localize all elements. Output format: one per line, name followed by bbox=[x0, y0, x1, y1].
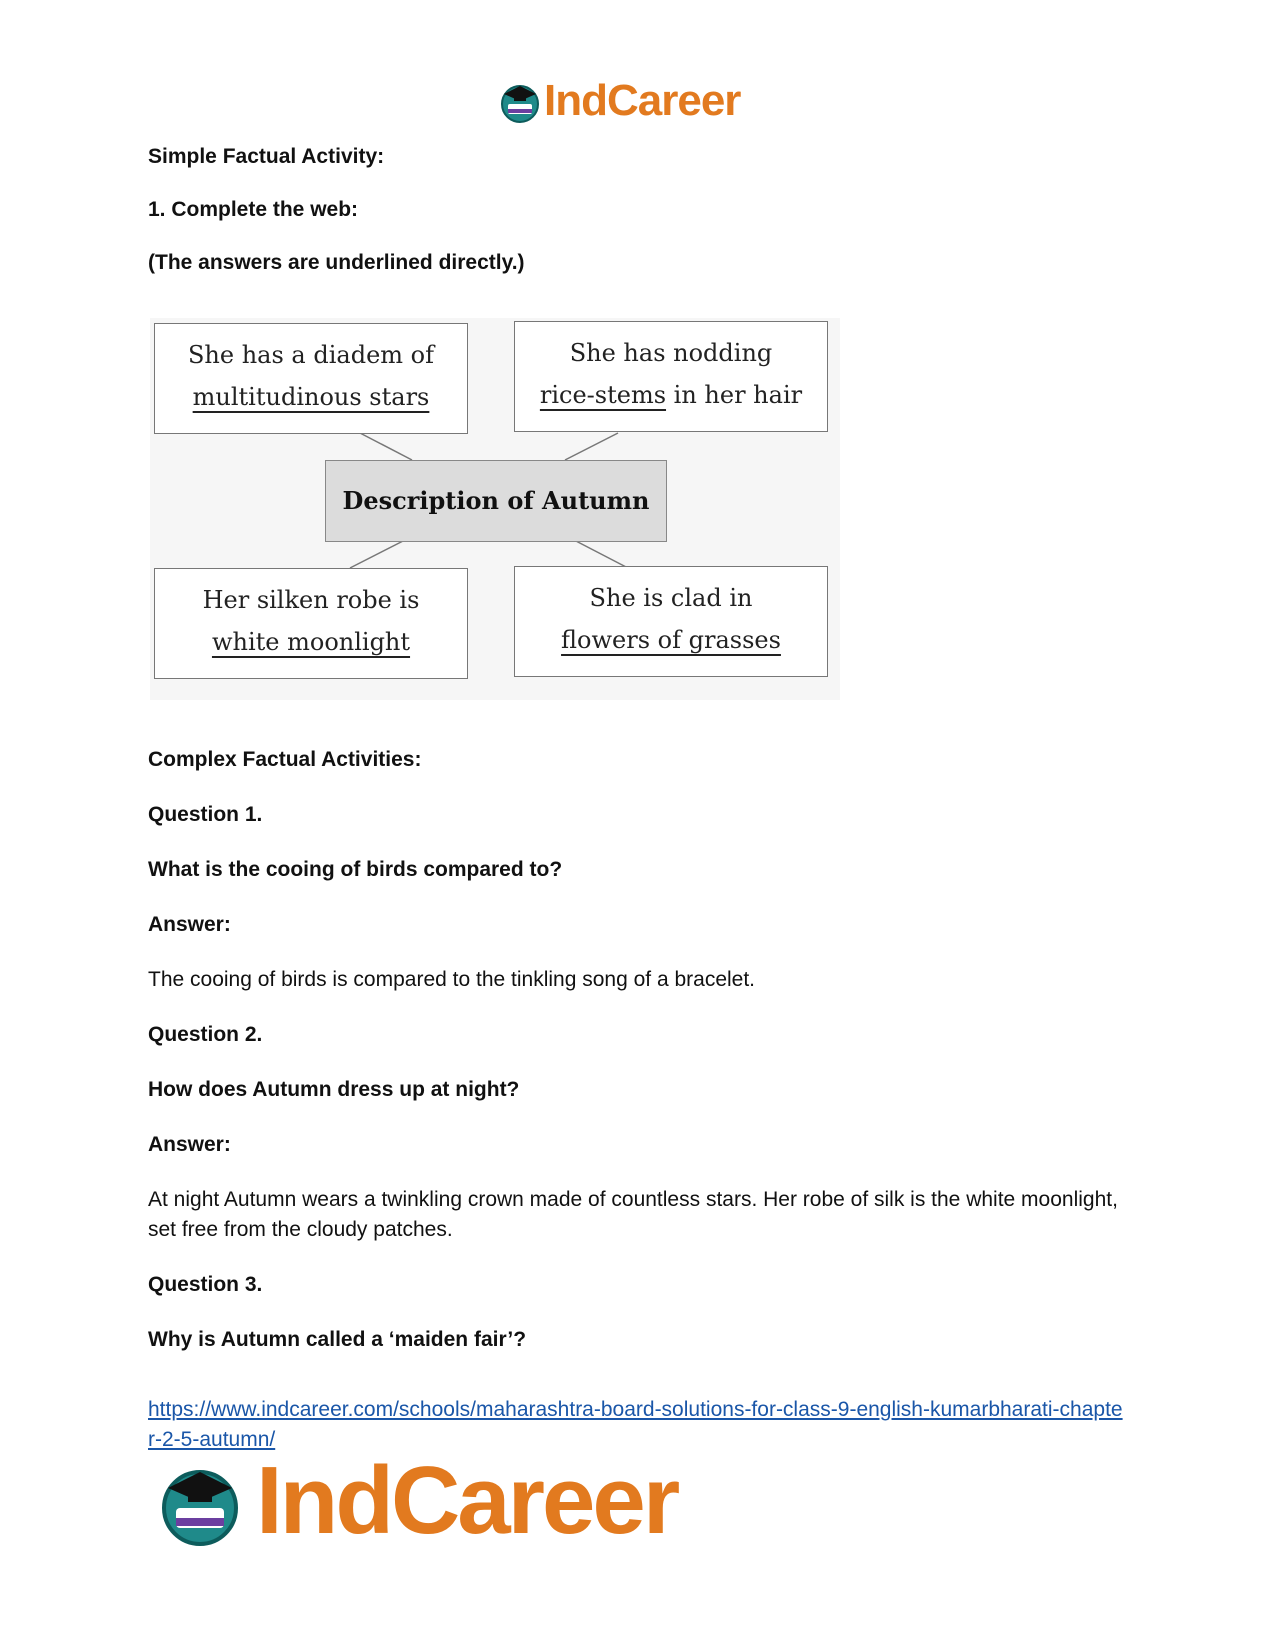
header-logo-text: IndCareer bbox=[544, 76, 741, 125]
web-node-text: She is clad in bbox=[589, 584, 753, 612]
web-node-clad bbox=[514, 566, 828, 677]
answer-label: Answer: bbox=[148, 1133, 231, 1156]
web-node-answer: rice-stems bbox=[539, 381, 667, 409]
question-label: Question 3. bbox=[148, 1273, 263, 1296]
question-label: Question 2. bbox=[148, 1023, 263, 1046]
question-text: Why is Autumn called a ‘maiden fair’? bbox=[148, 1328, 527, 1351]
web-node-text: in her hair bbox=[666, 381, 803, 409]
web-node-answer: white moonlight bbox=[211, 628, 411, 656]
answer-note: (The answers are underlined directly.) bbox=[148, 251, 525, 274]
header-logo bbox=[500, 76, 780, 128]
web-node-rice-stems bbox=[514, 321, 828, 432]
question-text: What is the cooing of birds compared to? bbox=[148, 858, 563, 881]
source-link[interactable]: https://www.indcareer.com/schools/maharashtra-board-solutions-for-class-9-english-kumarbharati-chapter-2-5-autumn/ bbox=[148, 1398, 1123, 1451]
question-text: How does Autumn dress up at night? bbox=[148, 1078, 520, 1101]
graduation-cap-globe-icon bbox=[500, 80, 544, 124]
graduation-cap-globe-icon bbox=[160, 1460, 248, 1548]
footer-logo bbox=[160, 1447, 720, 1554]
footer-logo-text: IndCareer bbox=[256, 1447, 678, 1554]
web-diagram bbox=[150, 318, 840, 700]
web-node-diadem bbox=[154, 323, 468, 434]
web-node-text: She has a diadem of bbox=[187, 341, 434, 369]
question-label: Question 1. bbox=[148, 803, 263, 826]
web-node-text: Her silken robe is bbox=[202, 586, 420, 614]
answer-text: The cooing of birds is compared to the tinkling song of a bracelet. bbox=[148, 968, 756, 991]
web-center: Description of Autumn bbox=[325, 460, 667, 542]
section-heading-simple: Simple Factual Activity: bbox=[148, 145, 385, 168]
question-complete-web: 1. Complete the web: bbox=[148, 198, 359, 221]
web-node-silken-robe bbox=[154, 568, 468, 679]
web-node-text: She has nodding bbox=[569, 339, 773, 367]
answer-label: Answer: bbox=[148, 913, 231, 936]
web-node-answer: multitudinous stars bbox=[192, 383, 430, 411]
answer-text: At night Autumn wears a twinkling crown made of countless stars. Her robe of silk is the white moonlight, set free from the cloudy patches. bbox=[148, 1188, 1118, 1241]
section-heading-complex: Complex Factual Activities: bbox=[148, 748, 422, 771]
web-node-answer: flowers of grasses bbox=[561, 626, 781, 654]
